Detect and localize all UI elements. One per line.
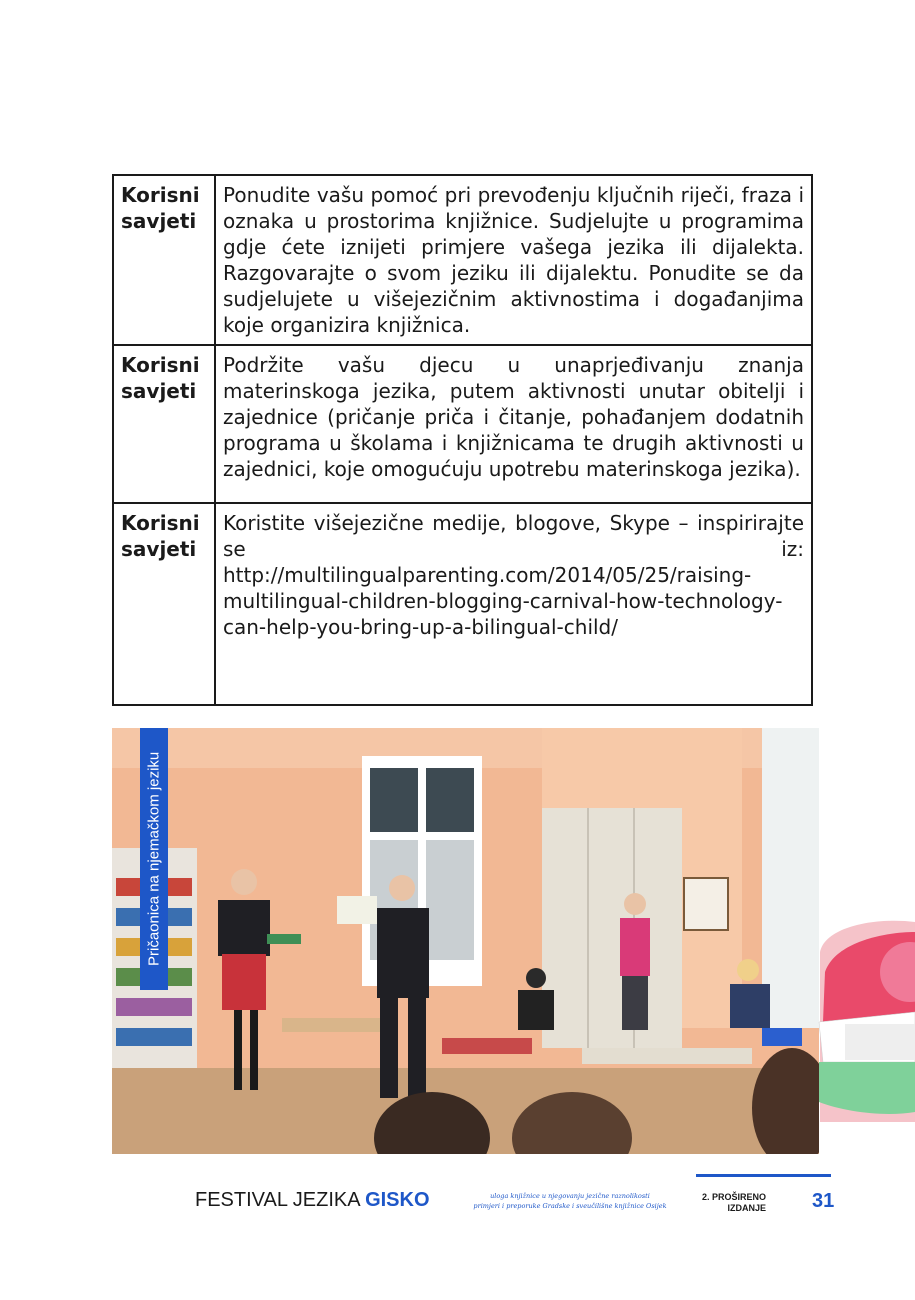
tips-table [112,174,813,706]
festival-title-prefix: FESTIVAL JEZIKA [195,1189,366,1211]
tagline-line-2: primjeri i preporuke Gradske i sveučilišne knjižnice Osijek [473,1202,667,1210]
tagline-line-1: uloga knjižnice u njegovanju jezične raznolikosti [490,1192,650,1200]
tip-row [113,503,812,705]
tip-text: Ponudite vašu pomoć pri prevođenju ključnih riječi, fraza i oznaka u prostorima knjižnice. Sudjelujte u programima gdje ćete iznijeti primjere vašega jezika ili dijalekta. Razgovarajte o svom jeziku ili dijalektu. Ponudite se da sudjelujete u višejezičnim aktivnostima i događanjima koje organizira knjižnica. [215,175,812,345]
festival-title [195,1189,430,1212]
edition-line-2: IZDANJE [727,1203,766,1213]
festival-title-accent: GISKO [365,1189,430,1211]
tip-row [113,175,812,345]
edition-label [696,1192,766,1214]
decorative-shape [815,912,915,1122]
tip-label: Korisni savjeti [113,503,215,705]
tip-text: Koristite višejezične medije, blogove, Skype – inspirirajte se iz: http://multilingualparenting.com/2014/05/25/raising-multilingual-children-blogging-carnival-how-technology-can-help-you-bring-up-a-bilingual-child/ [215,503,812,705]
page-number: 31 [812,1190,835,1212]
event-photo-illustration [112,728,819,1154]
footer-tagline [470,1191,670,1211]
event-photo [112,728,819,1154]
tip-text: Podržite vašu djecu u unaprjeđivanju znanja materinskoga jezika, putem aktivnosti unutar obitelji i zajednice (pričanje priča i čitanje, pohađanjem dodatnih programa u školama i knjižnicama te drugih aktivnosti u zajednici, koje omogućuju upotrebu materinskoga jezika). [215,345,812,503]
tip-label: Korisni savjeti [113,345,215,503]
edition-line-1: 2. PROŠIRENO [701,1192,766,1202]
tip-label: Korisni savjeti [113,175,215,345]
footer-rule [696,1174,831,1177]
tip-row [113,345,812,503]
photo-caption-label: Pričaonica na njemačkom jeziku [140,728,168,990]
